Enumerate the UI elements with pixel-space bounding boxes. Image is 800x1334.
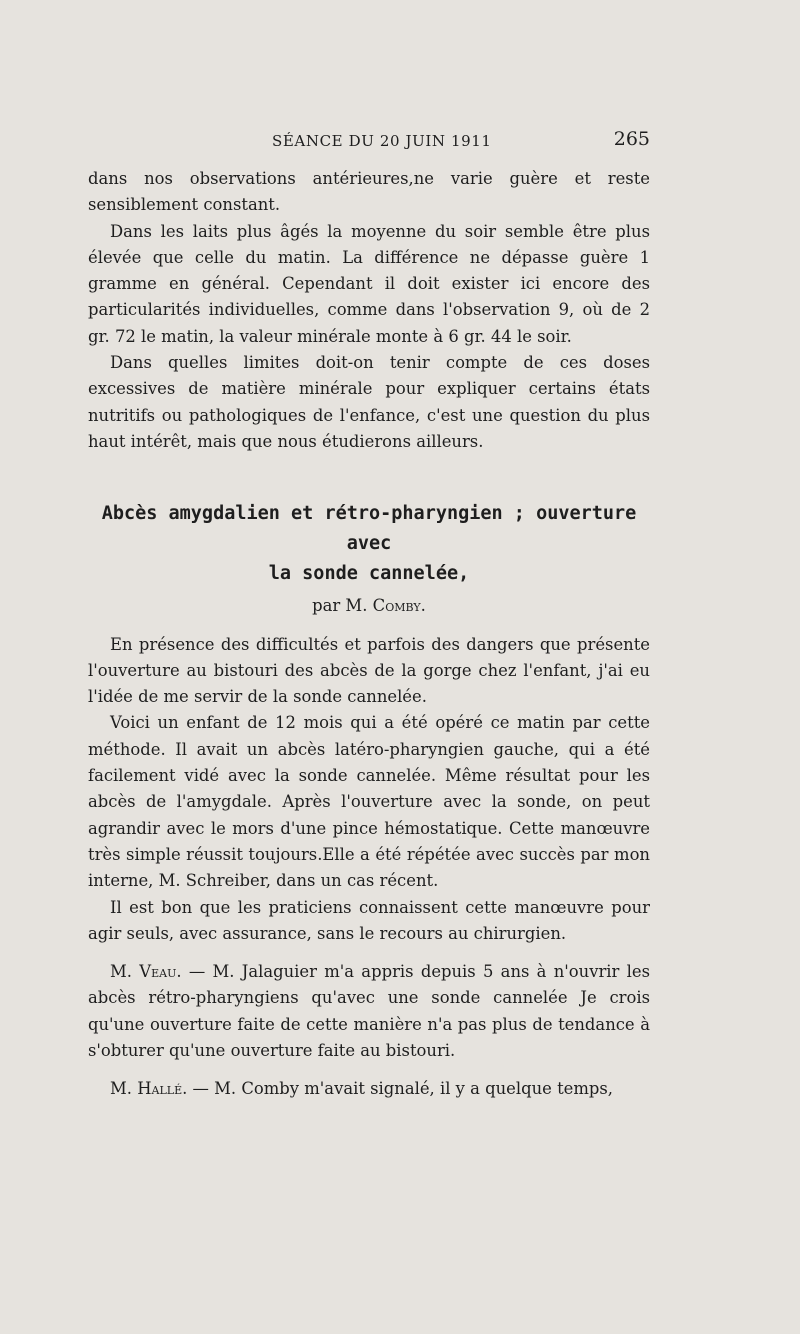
speaker-prefix-veau: M. [110, 962, 132, 982]
speaker-prefix-halle: M. [110, 1079, 132, 1099]
page-number: 265 [613, 128, 650, 150]
speech-halle: . — M. Comby m'avait signalé, il y a quelque temps, [182, 1079, 614, 1099]
page-body [88, 166, 650, 1103]
byline-suffix: . [420, 596, 426, 616]
section-title-line-2: la sonde cannelée, [268, 563, 470, 585]
paragraph-veau [88, 959, 650, 1064]
paragraph-conclusion: Il est bon que les praticiens connaissent cette manœuvre pour agir seuls, avec assurance, sans le recours au chirurgien. [88, 897, 650, 943]
paragraph-continuation: dans nos observations antérieures,ne varie guère et reste sensiblement constant. [88, 169, 650, 215]
paragraph-excess-mineral: Dans quelles limites doit-on tenir compte de ces doses excessives de matière minérale pour expliquer certains états nutritifs ou pathologiques de l'enfance, c'est une question du plus haut intérêt, mais que nous étudierons ailleurs. [88, 353, 650, 451]
paragraph-intro: En présence des difficultés et parfois des dangers que présente l'ouverture au bistouri des abcès de la gorge chez l'enfant, j'ai eu l'idée de me servir de la sonde cannelée. [88, 634, 650, 707]
speaker-name-veau: Veau [139, 962, 177, 982]
section-title [88, 499, 650, 589]
paragraph-evening-average: Dans les laits plus âgés la moyenne du soir semble être plus élevée que celle du matin. La différence ne dépasse guère 1 gramme en général. Cependant il doit exister ici encore des particularités individuelles, comme dans l'observation 9, où de 2 gr. 72 le matin, la valeur minérale monte à 6 gr. 44 le soir. [88, 221, 650, 346]
byline [88, 593, 650, 619]
byline-prefix: par M. [312, 596, 368, 616]
speech-veau: . — M. Jalaguier m'a appris depuis 5 ans à n'ouvrir les abcès rétro-pharyngiens qu'avec une sonde cannelée Je crois qu'une ouverture faite de cette manière n'a pas plus de tendance à s'obturer qu'une ouverture faite au bistouri. [88, 962, 651, 1061]
byline-author: Comby [372, 596, 421, 616]
running-head: SÉANCE DU 20 JUIN 1911 [272, 132, 492, 150]
paragraph-halle [88, 1076, 650, 1102]
page-header [88, 128, 650, 158]
section-title-line-1: Abcès amygdalien et rétro-pharyngien ; ouverture avec [101, 503, 637, 555]
speaker-name-halle: Hallé [137, 1079, 183, 1099]
paragraph-case: Voici un enfant de 12 mois qui a été opéré ce matin par cette méthode. Il avait un abcès latéro-pharyngien gauche, qui a été facilement vidé avec la sonde cannelée. Même résultat pour les abcès de l'amygdale. Après l'ouverture avec la sonde, on peut agrandir avec le mors d'une pince hémostatique. Cette manœuvre très simple réussit toujours.Elle a été répétée avec succès par mon interne, M. Schreiber, dans un cas récent. [88, 713, 650, 891]
